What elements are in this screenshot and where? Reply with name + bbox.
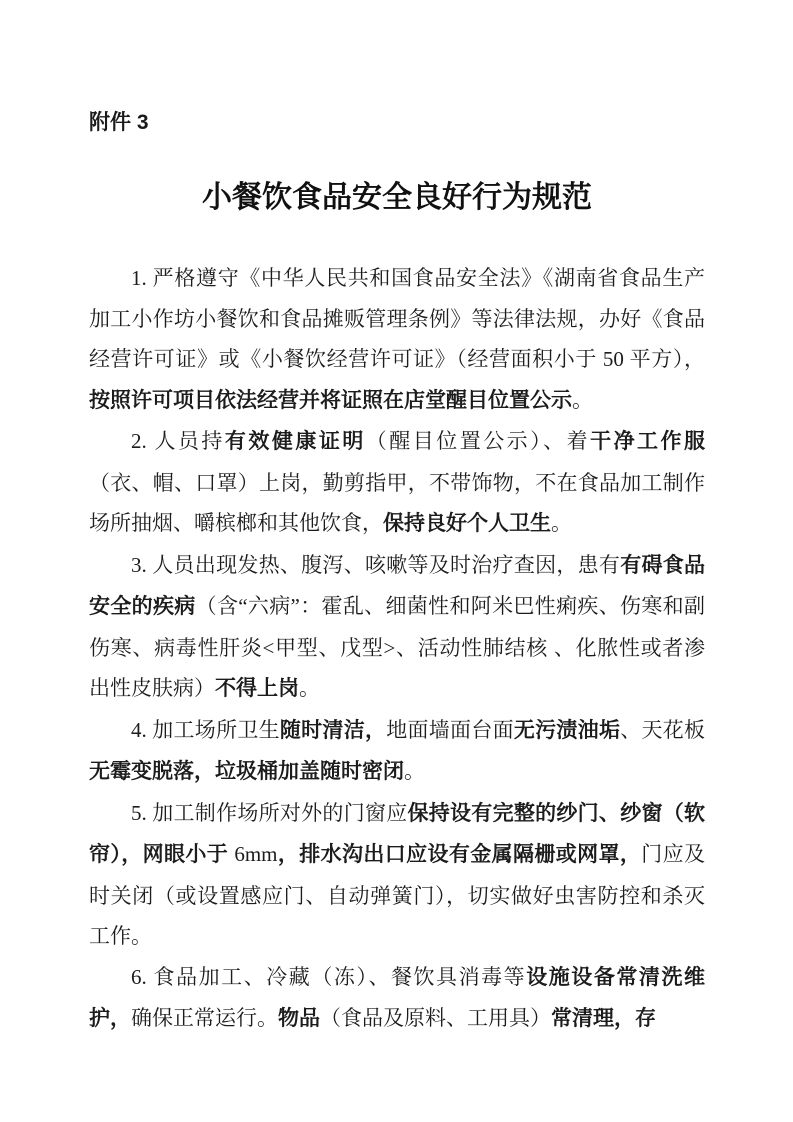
body-text-run: 。 xyxy=(299,676,320,700)
body-text-run: 5. 加工制作场所对外的门窗应 xyxy=(131,800,408,825)
emphasis-text-run: 干净工作服 xyxy=(590,430,706,453)
body-text-run: （衣、帽、口罩）上岗，勤剪指甲，不带饰物，不在食品加工制作场所抽烟、嚼槟榔和其他饮食， xyxy=(89,470,705,535)
emphasis-text-run: 无霉变脱落，垃圾桶加盖随时密闭 xyxy=(89,760,404,783)
paragraph xyxy=(89,421,705,545)
emphasis-text-run: 保持良好个人卫生 xyxy=(383,512,551,535)
body-text-run: （食品及原料、工用具） xyxy=(320,1006,551,1030)
body-text-run: 6mm xyxy=(234,842,278,866)
emphasis-text-run: 保持设有完整的纱门、纱窗（软帘），网眼小于 xyxy=(89,801,705,866)
document-title: 小餐饮食品安全良好行为规范 xyxy=(202,181,592,214)
body-text-run: 1. 严格遵守《中华人民共和国食品安全法》《湖南省食品生产加工小作坊小餐饮和食品摊贩管理条例》等法律法规，办好《食品经营许可证》或《小餐饮经营许可证》（经营面积小于 50 平方）， xyxy=(89,266,705,371)
emphasis-text-run: ，排水沟出口应设有金属隔栅或网罩， xyxy=(277,843,642,866)
paragraph xyxy=(89,710,705,793)
emphasis-text-run: 随时清洁， xyxy=(279,718,387,742)
body-text-run: 、天花板 xyxy=(620,717,706,742)
body-text-run: 地面墙面台面 xyxy=(386,717,514,742)
body-text-run: 4. 加工场所卫生 xyxy=(131,717,280,742)
paragraph xyxy=(89,545,705,710)
body-text-run: 门应及时关闭（或设置感应门、自动弹簧门），切实做好虫害防控和杀灭工作。 xyxy=(89,842,706,948)
body-text-run: （醒目位置公示）、着 xyxy=(365,429,591,453)
paragraph xyxy=(89,957,705,1040)
emphasis-text-run: 设施设备常清洗维护， xyxy=(89,965,705,1030)
emphasis-text-run: 按照许可项目依法经营并将证照在店堂醒目位置公示 xyxy=(89,388,572,412)
body-text-run: 确保正常运行。 xyxy=(131,1006,278,1030)
emphasis-text-run: 有效健康证明 xyxy=(224,430,366,453)
body-text-run: 6. 食品加工、冷藏（冻）、餐饮具消毒等 xyxy=(131,964,527,989)
emphasis-text-run: 物品 xyxy=(278,1007,320,1030)
body-text-run: 3. 人员出现发热、腹泻、咳嗽等及时治疗查因，患有 xyxy=(131,552,621,577)
body-text-run: 。 xyxy=(551,511,572,535)
emphasis-text-run: 常清理，存 xyxy=(551,1007,656,1030)
document-body xyxy=(89,258,705,1040)
body-text-run: 。 xyxy=(404,759,425,783)
paragraph xyxy=(89,258,705,421)
body-text-run: （含“六病”：霍乱、细菌性和阿米巴性痢疾、伤寒和副伤寒、病毒性肝炎<甲型、戊型>、活动性肺结核 、化脓性或者渗出性皮肤病） xyxy=(89,594,706,700)
emphasis-text-run: 有碍食品安全的疾病 xyxy=(89,553,706,618)
body-text-run: 。 xyxy=(572,387,593,412)
paragraph xyxy=(89,793,705,957)
attachment-label: 附件 3 xyxy=(89,111,149,134)
emphasis-text-run: 无污渍油垢 xyxy=(513,718,621,742)
emphasis-text-run: 不得上岗 xyxy=(215,677,299,700)
body-text-run: 2. 人员持 xyxy=(131,429,225,453)
